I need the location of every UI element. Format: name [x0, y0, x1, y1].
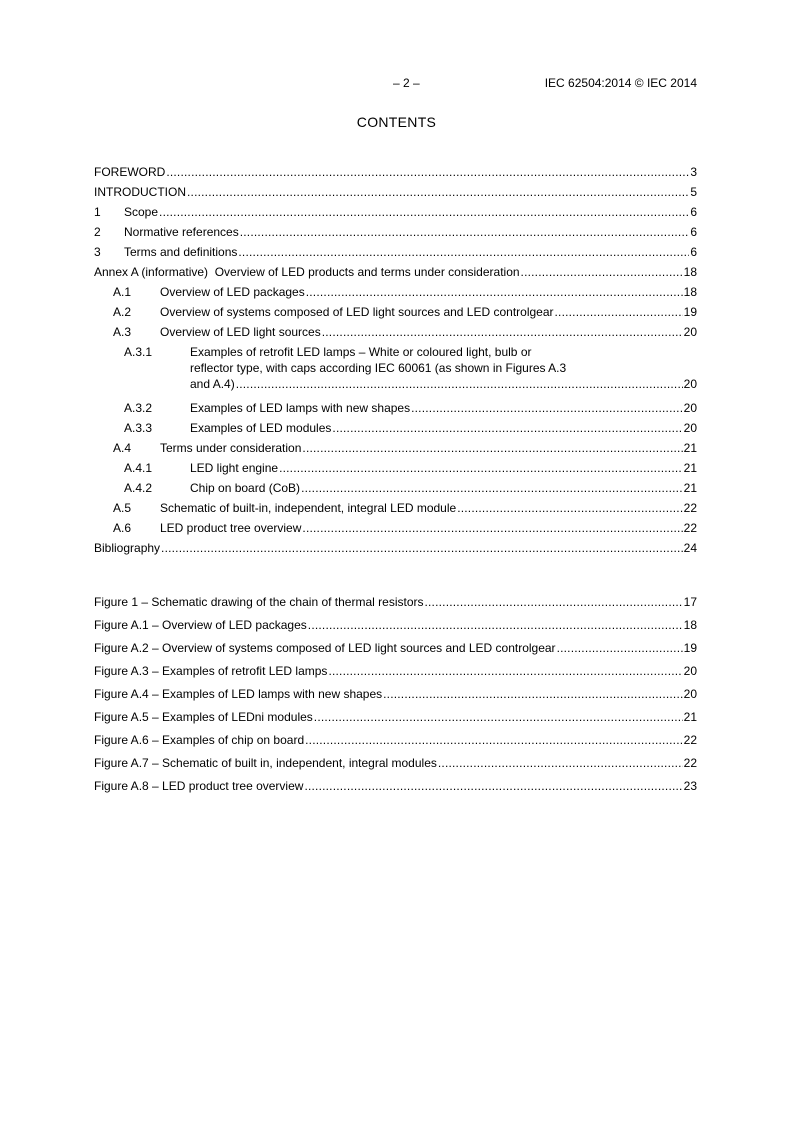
toc-entry-normative-references[interactable]: 2 Normative references ..... 6: [94, 224, 697, 244]
toc-entry-a2[interactable]: A.2 Overview of systems composed of LED light sources and LED controlgear ..... 19: [94, 304, 697, 324]
figure-entry[interactable]: Figure 1 – Schematic drawing of the chain of thermal resistors ..... 17: [94, 594, 697, 617]
toc-entry-a3-1[interactable]: A.3.1 Examples of retrofit LED lamps – White or coloured light, bulb or reflector type, with caps according IEC 60061 (as shown in Figures A.3 and A.4) ..... 20: [94, 344, 697, 400]
toc-entry-a4[interactable]: A.4 Terms under consideration ..... 21: [94, 440, 697, 460]
figure-entry[interactable]: Figure A.8 – LED product tree overview ..... 23: [94, 778, 697, 801]
page-header: [94, 76, 697, 92]
toc-entry-a6[interactable]: A.6 LED product tree overview ..... 22: [94, 520, 697, 540]
toc-entry-bibliography[interactable]: Bibliography ..... 24: [94, 540, 697, 560]
figure-entry[interactable]: Figure A.3 – Examples of retrofit LED lamps ..... 20: [94, 663, 697, 686]
toc-entry-scope[interactable]: 1 Scope ..... 6: [94, 204, 697, 224]
page-title: CONTENTS: [356, 114, 437, 130]
toc-entry-terms-and-definitions[interactable]: 3 Terms and definitions ..... 6: [94, 244, 697, 264]
figure-entry[interactable]: Figure A.2 – Overview of systems composed of LED light sources and LED controlgear ..... 19: [94, 640, 697, 663]
toc-entry-a3[interactable]: A.3 Overview of LED light sources ..... 20: [94, 324, 697, 344]
standard-reference: IEC 62504:2014 © IEC 2014: [544, 76, 697, 90]
toc-entry-introduction[interactable]: INTRODUCTION ..... 5: [94, 184, 697, 204]
table-of-contents: [94, 164, 697, 801]
toc-entry-annex-a[interactable]: Annex A (informative) Overview of LED products and terms under consideration ..... 18: [94, 264, 697, 284]
section-gap: [94, 560, 697, 580]
toc-entry-a5[interactable]: A.5 Schematic of built-in, independent, integral LED module ..... 22: [94, 500, 697, 520]
toc-entry-a3-2[interactable]: A.3.2 Examples of LED lamps with new shapes ..... 20: [94, 400, 697, 420]
toc-entry-a3-3[interactable]: A.3.3 Examples of LED modules ..... 20: [94, 420, 697, 440]
figure-entry[interactable]: Figure A.4 – Examples of LED lamps with new shapes ..... 20: [94, 686, 697, 709]
figure-entry[interactable]: Figure A.7 – Schematic of built in, independent, integral modules ..... 22: [94, 755, 697, 778]
toc-entry-a4-1[interactable]: A.4.1 LED light engine ..... 21: [94, 460, 697, 480]
toc-entry-a1[interactable]: A.1 Overview of LED packages ..... 18: [94, 284, 697, 304]
page-number: – 2 –: [393, 76, 420, 90]
toc-entry-a4-2[interactable]: A.4.2 Chip on board (CoB) ..... 21: [94, 480, 697, 500]
figure-entry[interactable]: Figure A.6 – Examples of chip on board ..... 22: [94, 732, 697, 755]
figure-entry[interactable]: Figure A.5 – Examples of LEDni modules ..... 21: [94, 709, 697, 732]
figure-entry[interactable]: Figure A.1 – Overview of LED packages ..... 18: [94, 617, 697, 640]
toc-entry-foreword[interactable]: FOREWORD ..... 3: [94, 164, 697, 184]
list-of-figures: [94, 594, 697, 801]
